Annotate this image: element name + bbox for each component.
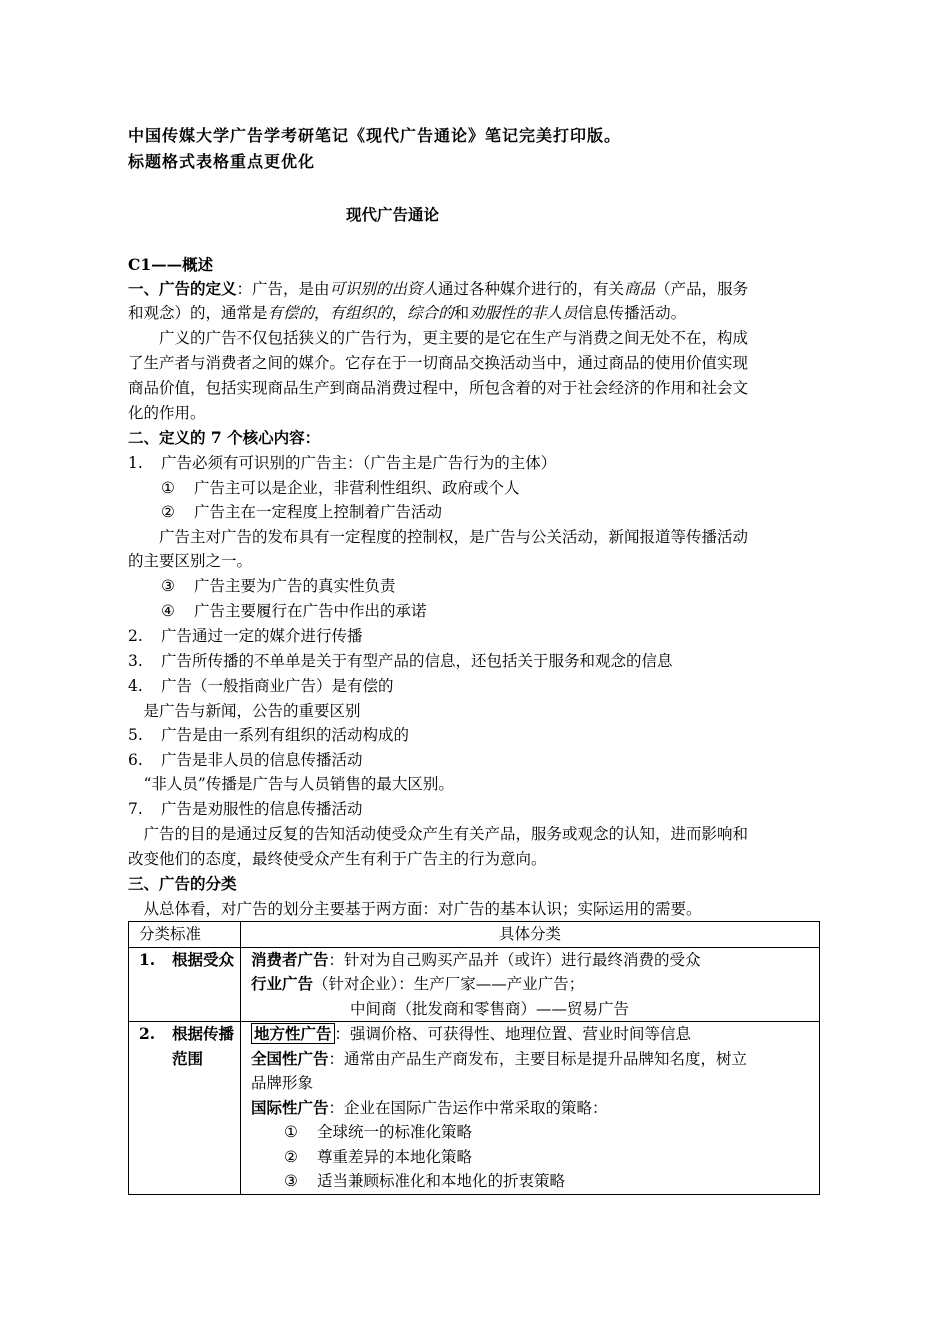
item-text: 广告主要为广告的真实性负责 (194, 577, 396, 595)
detail-line (251, 1022, 819, 1047)
list-item (128, 624, 363, 648)
emphasis-text: 劝服性的非人员 (469, 304, 578, 322)
emphasis-text: 可识别的出资人 (329, 280, 439, 298)
item-text: 适当兼顾标准化和本地化的折衷策略 (317, 1172, 566, 1190)
table-cell-criteria (129, 947, 241, 1022)
list-item (128, 723, 409, 747)
list-item (128, 674, 394, 698)
emphasis-text: 有偿的 (267, 304, 315, 322)
category-term: 国际性广告 (251, 1097, 329, 1117)
definition-line-1 (128, 277, 748, 301)
item-number: 2. (128, 627, 143, 645)
item-text: 广告通过一定的媒介进行传播 (161, 627, 363, 645)
item-number: 7. (128, 800, 143, 818)
item-text: 广告主可以是企业，非营利性组织、政府或个人 (194, 479, 520, 497)
category-term: 行业广告 (251, 974, 314, 993)
item-note: “非人员”传播是广告与人员销售的最大区别。 (128, 775, 454, 793)
category-text: （针对企业）：生产厂家——产业广告； (313, 975, 585, 993)
text-span: ， (391, 304, 408, 322)
criteria-heading (139, 1022, 240, 1071)
header-line-2: 标题格式表格重点更优化 (128, 152, 316, 171)
text-span: （产品，服务 (655, 280, 749, 298)
text-span: ：广告，是由 (236, 280, 330, 298)
text-span: 信息传播活动。 (577, 304, 687, 322)
strategy-item (251, 1120, 819, 1145)
item-text: 广告主要履行在广告中作出的承诺 (194, 602, 427, 620)
paragraph-line: 广告的目的是通过反复的告知活动使受众产生有关产品，服务或观念的认知，进而影响和 (128, 825, 749, 843)
criteria-title: 根据受众 (172, 949, 235, 969)
sub-list-item (161, 574, 396, 598)
category-term: 消费者广告 (251, 949, 329, 969)
item-number: 5. (128, 726, 143, 744)
item-number: ③ (161, 577, 175, 595)
text-span: 和 (453, 304, 470, 322)
item-text: 全球统一的标准化策略 (317, 1123, 473, 1141)
emphasis-text: 有组织的 (329, 304, 392, 322)
text-span: 通过各种媒介进行的，有关 (438, 280, 625, 298)
item-text: 广告主在一定程度上控制着广告活动 (194, 503, 443, 521)
paragraph-line: 商品价值，包括实现商品生产到商品消费过程中，所包含着的对于社会经济的作用和社会文 (128, 379, 749, 397)
definition-label: 一、广告的定义 (128, 279, 237, 298)
item-text: 尊重差异的本地化策略 (317, 1147, 473, 1166)
detail-line (251, 1047, 819, 1072)
item-number: ① (284, 1123, 298, 1141)
category-term: 全国性广告 (251, 1048, 329, 1068)
criteria-heading (139, 948, 240, 973)
chapter-heading: C1——概述 (128, 255, 214, 274)
item-number: 6. (128, 751, 143, 769)
paragraph-line: 广义的广告不仅包括狭义的广告行为，更主要的是它在生产与消费之间无处不在，构成 (128, 329, 749, 347)
strategy-item (251, 1145, 819, 1170)
table-row (129, 947, 820, 1022)
table-cell-detail (241, 1022, 820, 1195)
classification-table (128, 921, 820, 1195)
item-number: 1. (128, 454, 143, 472)
item-number: ④ (161, 602, 175, 620)
sub-list-item (161, 500, 442, 524)
table-row (129, 1022, 820, 1195)
list-item (128, 451, 556, 475)
emphasis-text: 商品 (624, 280, 656, 298)
detail-line: 中间商（批发商和零售商）——贸易广告 (350, 999, 630, 1018)
item-note: 是广告与新闻，公告的重要区别 (128, 702, 361, 720)
paragraph-line: 广告主对广告的发布具有一定程度的控制权，是广告与公关活动，新闻报道等传播活动 (128, 528, 749, 546)
item-number: ② (161, 503, 175, 521)
item-text: 广告是劝服性的信息传播活动 (161, 800, 363, 818)
category-text: ：企业在国际广告运作中常采取的策略： (328, 1098, 608, 1117)
header-line-1: 中国传媒大学广告学考研笔记《现代广告通论》笔记完美打印版。 (128, 126, 622, 145)
criteria-number: 2. (139, 1024, 156, 1043)
section-2-heading: 二、定义的 7 个核心内容： (128, 428, 321, 447)
criteria-number: 1. (139, 949, 156, 969)
paragraph-line: 改变他们的态度，最终使受众产生有利于广告主的行为意向。 (128, 850, 547, 868)
detail-line: 品牌形象 (251, 1074, 314, 1092)
table-header-cell: 分类标准 (129, 922, 241, 948)
item-number: ③ (284, 1172, 298, 1190)
item-text: 广告是由一系列有组织的活动构成的 (161, 726, 410, 744)
category-text: ：通常由产品生产商发布，主要目标是提升品牌知名度，树立 (328, 1049, 748, 1068)
document-title: 现代广告通论 (346, 205, 440, 224)
text-span: ， (314, 304, 330, 322)
paragraph-line: 了生产者与消费者之间的媒介。它存在于一切商品交换活动当中，通过商品的使用价值实现 (128, 354, 749, 372)
table-cell-criteria (129, 1022, 241, 1195)
paragraph-line: 化的作用。 (128, 404, 206, 422)
category-term: 地方性广告 (251, 1023, 335, 1044)
item-text: 广告必须有可识别的广告主：（广告主是广告行为的主体） (161, 454, 557, 472)
item-number: ① (161, 479, 175, 497)
table-header-row (129, 922, 820, 948)
list-item (128, 748, 363, 772)
item-number: 4. (128, 677, 143, 695)
criteria-title: 根据传播范围 (172, 1024, 235, 1068)
sub-list-item (161, 476, 520, 500)
detail-line (251, 1096, 819, 1121)
detail-line (251, 948, 819, 973)
detail-line (251, 972, 819, 997)
sub-list-item (161, 599, 427, 623)
item-number: 3. (128, 652, 143, 670)
table-cell-detail (241, 947, 820, 1022)
definition-line-2 (128, 301, 686, 325)
table-header-cell: 具体分类 (241, 922, 820, 948)
item-text: 广告是非人员的信息传播活动 (161, 751, 363, 769)
category-text: ：强调价格、可获得性、地理位置、营业时间等信息 (334, 1025, 692, 1043)
text-span: 和观念）的，通常是 (128, 304, 268, 322)
item-text: 广告（一般指商业广告）是有偿的 (161, 677, 394, 695)
section-3-intro: 从总体看，对广告的划分主要基于两方面：对广告的基本认识；实际运用的需要。 (128, 900, 702, 918)
paragraph-line: 的主要区别之一。 (128, 552, 253, 570)
list-item (128, 649, 673, 673)
item-number: ② (284, 1147, 298, 1166)
list-item (128, 797, 363, 821)
section-3-heading: 三、广告的分类 (128, 874, 237, 893)
emphasis-text: 综合的 (407, 304, 454, 322)
category-text: ：针对为自己购买产品并（或许）进行最终消费的受众 (328, 950, 701, 969)
item-text: 广告所传播的不单单是关于有型产品的信息，还包括关于服务和观念的信息 (161, 652, 673, 670)
strategy-item (251, 1169, 819, 1194)
